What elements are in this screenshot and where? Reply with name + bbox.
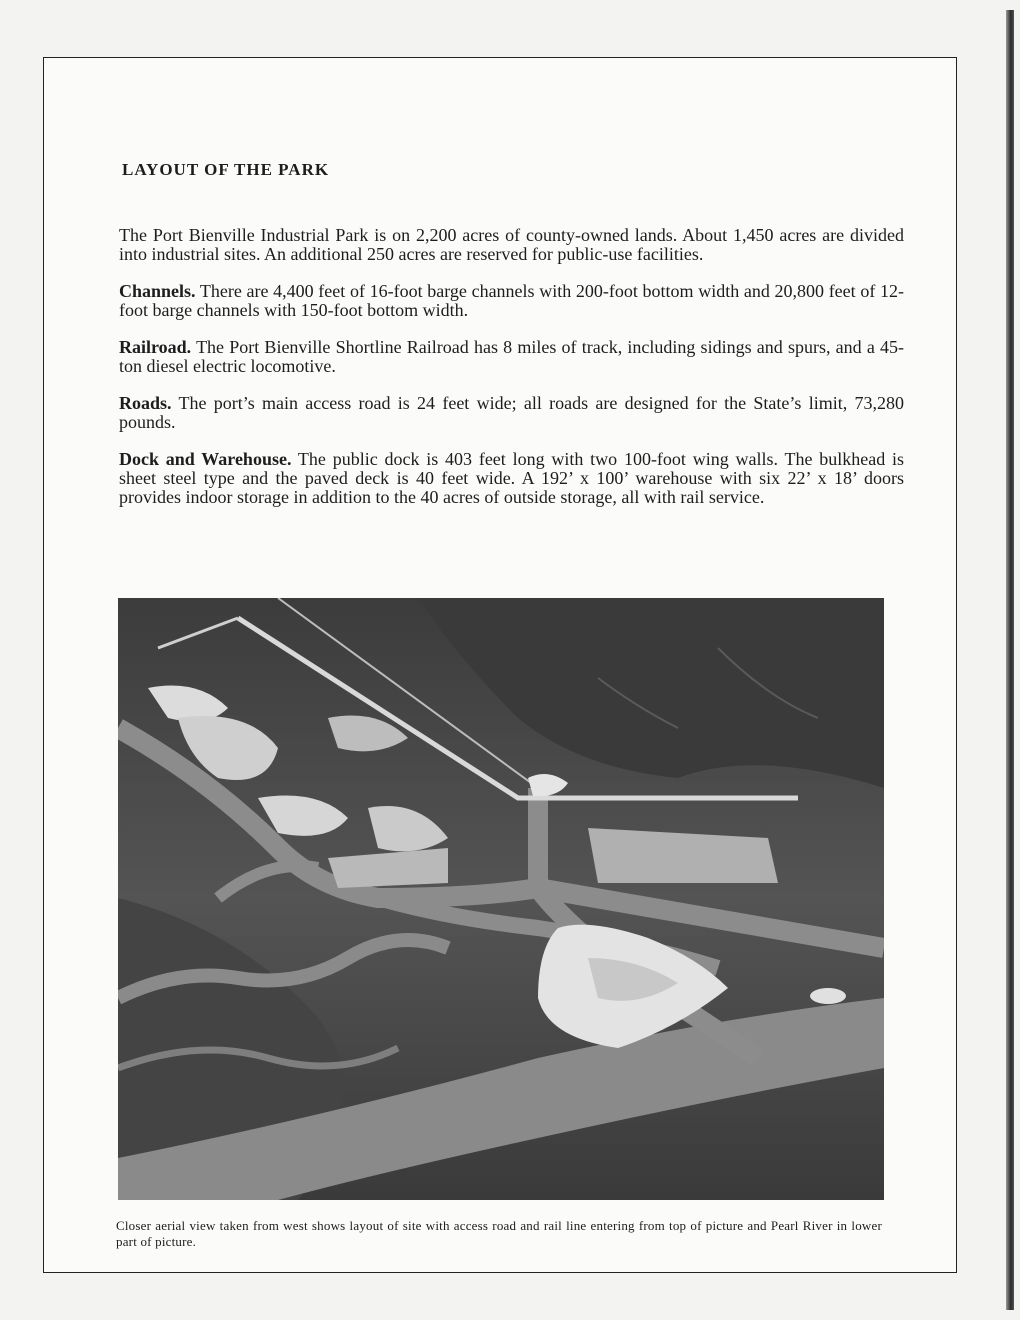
intro-paragraph: The Port Bienville Industrial Park is on 2,200 acres of county-owned lands. About 1,450 acres are divided into industrial sites. An additional 250 acres are reserved for public-use facilities.: [119, 225, 904, 264]
aerial-photo-icon: [118, 598, 884, 1200]
aerial-photo: [118, 598, 884, 1200]
section-railroad: [119, 338, 904, 376]
section-roads: [119, 394, 904, 432]
section-heading: Roads.: [119, 393, 172, 413]
scan-edge: [1006, 10, 1014, 1310]
section-heading: Channels.: [119, 281, 196, 301]
body-text: [119, 226, 904, 525]
section-channels: [119, 282, 904, 320]
photo-caption: Closer aerial view taken from west shows layout of site with access road and rail line entering from top of picture and Pearl River in lower part of picture.: [116, 1218, 882, 1249]
section-text: The port’s main access road is 24 feet wide; all roads are designed for the State’s limit, 73,280 pounds.: [119, 393, 904, 432]
section-heading: Dock and Warehouse.: [119, 449, 292, 469]
section-heading: Railroad.: [119, 337, 192, 357]
section-dock-warehouse: [119, 450, 904, 507]
section-text: There are 4,400 feet of 16-foot barge channels with 200-foot bottom width and 20,800 feet of 12-foot barge channels with 150-foot bottom width.: [119, 281, 904, 320]
page-title: LAYOUT OF THE PARK: [122, 160, 330, 179]
section-text: The Port Bienville Shortline Railroad has 8 miles of track, including sidings and spurs, and a 45-ton diesel electric locomotive.: [119, 337, 904, 376]
section-text: The public dock is 403 feet long with two 100-foot wing walls. The bulkhead is sheet steel type and the paved deck is 40 feet wide. A 192’ x 100’ warehouse with six 22’ x 18’ doors provides indoor storage in addition to the 40 acres of outside storage, all with rail service.: [119, 449, 904, 507]
